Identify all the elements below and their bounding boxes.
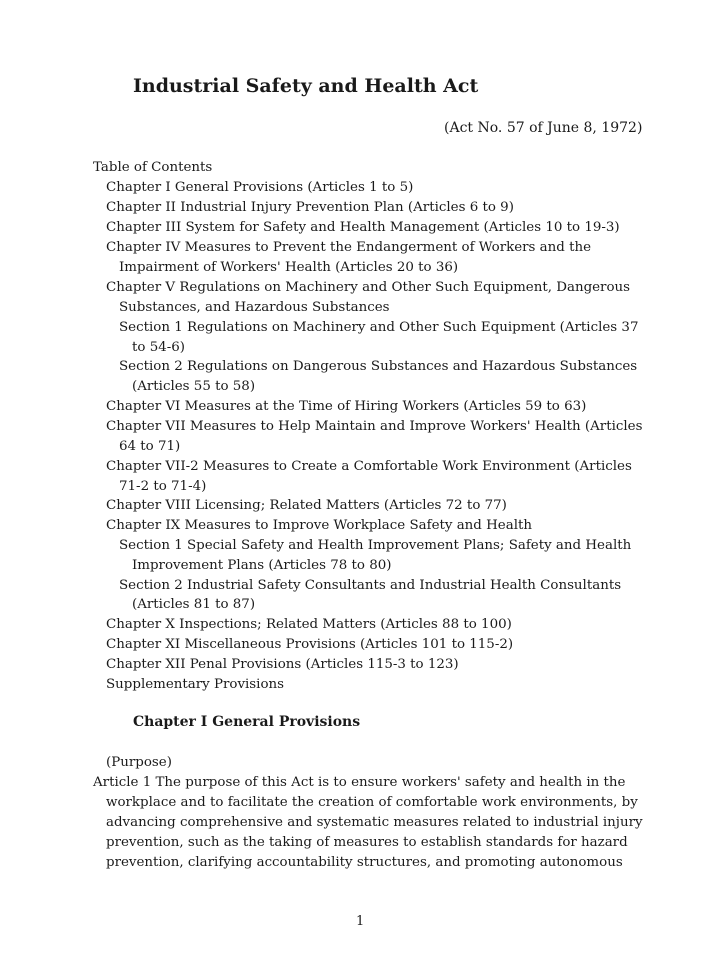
chapter-heading: Chapter I General Provisions — [133, 714, 361, 730]
toc-line: Chapter V Regulations on Machinery and Other Such Equipment, Dangerous — [106, 280, 631, 295]
toc-section-line: Section 1 Special Safety and Health Improvement Plans; Safety and Health — [119, 538, 632, 553]
article-line: Article 1 The purpose of this Act is to ensure workers' safety and health in the — [93, 775, 626, 790]
toc-line-continued: Impairment of Workers' Health (Articles 20 to 36) — [119, 260, 459, 275]
toc-line: Chapter VII Measures to Help Maintain and Improve Workers' Health (Articles — [106, 419, 643, 434]
toc-line: Chapter X Inspections; Related Matters (Articles 88 to 100) — [106, 617, 512, 632]
toc-line: Chapter IX Measures to Improve Workplace Safety and Health — [106, 518, 533, 533]
act-number: (Act No. 57 of June 8, 1972) — [444, 120, 643, 136]
toc-line: Chapter XI Miscellaneous Provisions (Articles 101 to 115-2) — [106, 637, 514, 652]
toc-line: Chapter VI Measures at the Time of Hiring Workers (Articles 59 to 63) — [106, 399, 587, 414]
toc-line-continued: (Articles 81 to 87) — [132, 597, 256, 612]
toc-line-continued: 64 to 71) — [119, 439, 181, 454]
toc-section-line: Section 2 Industrial Safety Consultants and Industrial Health Consultants — [119, 578, 622, 593]
toc-line: Chapter VIII Licensing; Related Matters (Articles 72 to 77) — [106, 498, 507, 513]
toc-heading: Table of Contents — [93, 160, 213, 175]
article-caption: (Purpose) — [106, 755, 172, 770]
toc-line: Chapter I General Provisions (Articles 1 to 5) — [106, 180, 414, 195]
toc-line: Chapter XII Penal Provisions (Articles 115-3 to 123) — [106, 657, 459, 672]
toc-line: Supplementary Provisions — [106, 677, 285, 692]
toc-line-continued: Improvement Plans (Articles 78 to 80) — [132, 558, 392, 573]
article-line: prevention, clarifying accountability structures, and promoting autonomous — [106, 855, 623, 870]
toc-line-continued: (Articles 55 to 58) — [132, 379, 256, 394]
toc-line: Chapter II Industrial Injury Prevention Plan (Articles 6 to 9) — [106, 200, 514, 215]
toc-section-line: Section 1 Regulations on Machinery and Other Such Equipment (Articles 37 — [119, 320, 639, 335]
toc-line-continued: 71-2 to 71-4) — [119, 479, 207, 494]
toc-line: Chapter VII-2 Measures to Create a Comfortable Work Environment (Articles — [106, 459, 632, 474]
article-line: prevention, such as the taking of measures to establish standards for hazard — [106, 835, 628, 850]
toc-line-continued: to 54-6) — [132, 340, 186, 355]
article-line: advancing comprehensive and systematic measures related to industrial injury — [106, 815, 643, 830]
toc-line: Chapter III System for Safety and Health Management (Articles 10 to 19-3) — [106, 220, 620, 235]
toc-line-continued: Substances, and Hazardous Substances — [119, 300, 390, 315]
toc-section-line: Section 2 Regulations on Dangerous Substances and Hazardous Substances — [119, 359, 638, 374]
article-line: workplace and to facilitate the creation of comfortable work environments, by — [106, 795, 638, 810]
page-number: 1 — [356, 914, 365, 929]
toc-line: Chapter IV Measures to Prevent the Endangerment of Workers and the — [106, 240, 592, 255]
document-title: Industrial Safety and Health Act — [133, 75, 479, 97]
